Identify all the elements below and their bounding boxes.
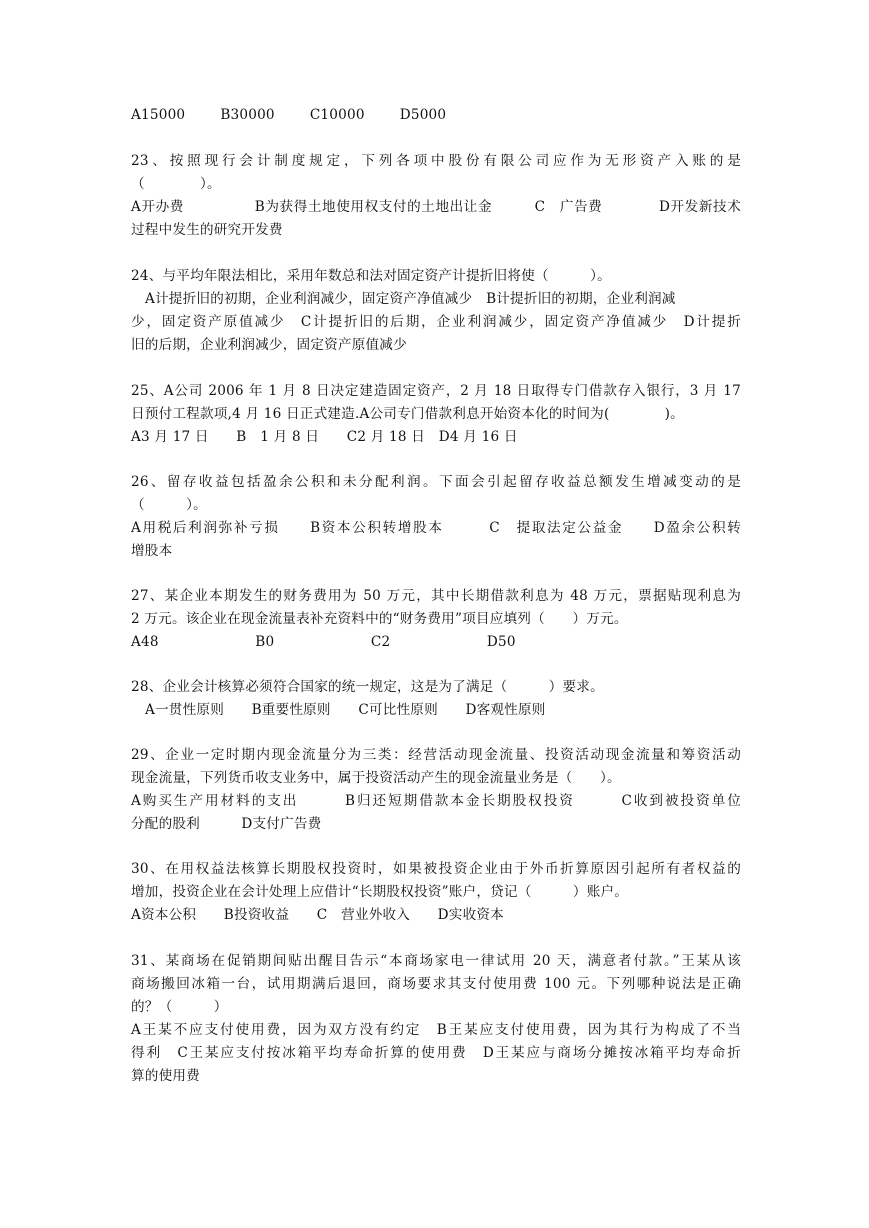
q29-stem-line-2: 现金流量，下列货币收支业务中，属于投资活动产生的现金流量业务是（ ）。 (131, 770, 621, 786)
q31-stem-line-3: 的？（ ） (131, 999, 228, 1015)
q29-stem-line-1: 29、企业一定时期内现金流量分为三类：经营活动现金流量、投资活动现金流量和筹资活动 (131, 747, 741, 763)
q25-stem-line-1: 25、A公司 2006 年 1 月 8 日决定建造固定资产，2 月 18 日取得专门借款存入银行，3 月 17 (131, 383, 741, 399)
q23-options-line-2: 过程中发生的研究开发费 (131, 222, 283, 238)
q31-options-line-3: 算的使用费 (131, 1068, 200, 1084)
q31-options-line-1: A王某不应支付使用费，因为双方没有约定 B王某应支付使用费，因为其行为构成了不当 (131, 1022, 741, 1038)
q23-stem-line-2: （ ）。 (131, 176, 221, 192)
q28-options-line-1: A一贯性原则 B重要性原则 C可比性原则 D客观性原则 (145, 702, 546, 718)
option-b: B30000 (220, 107, 275, 123)
option-d: D5000 (399, 107, 447, 123)
q27-options-line-1: A48 B0 C2 D50 (131, 634, 516, 650)
q31-options-line-2: 得利 C王某应支付按冰箱平均寿命折算的使用费 D王某应与商场分摊按冰箱平均寿命折 (131, 1045, 741, 1061)
q30-stem-line-1: 30、在用权益法核算长期股权投资时，如果被投资企业由于外币折算原因引起所有者权益的 (131, 861, 741, 877)
prev-question-options (131, 106, 741, 124)
q24-options-line-1: A计提折旧的初期，企业利润减少，固定资产净值减少 B计提折旧的初期，企业利润减 (145, 291, 676, 307)
option-a: A15000 (131, 107, 186, 123)
q29-options-line-1: A购买生产用材料的支出 B归还短期借款本金长期股权投资 C收到被投资单位 (131, 793, 741, 809)
q26-stem-line-1: 26、留存收益包括盈余公积和未分配利润。下面会引起留存收益总额发生增减变动的是 (131, 474, 741, 490)
option-c: C10000 (309, 107, 365, 123)
q23-stem-line-1: 23、按照现行会计制度规定，下列各项中股份有限公司应作为无形资产入账的是 (131, 153, 741, 169)
q27-stem-line-2: 2 万元。该企业在现金流量表补充资料中的“财务费用”项目应填列（ ）万元。 (131, 611, 628, 627)
q24-stem-line-1: 24、与平均年限法相比，采用年数总和法对固定资产计提折旧将使（ ）。 (131, 268, 611, 284)
q31-stem-line-1: 31、某商场在促销期间贴出醒目告示“本商场家电一律试用 20 天，满意者付款。”王某从该 (131, 953, 741, 969)
q26-stem-line-2: （ ）。 (131, 497, 207, 513)
q26-options-line-1: A用税后利润弥补亏损 B资本公积转增股本 C 提取法定公益金 D盈余公积转 (131, 520, 741, 536)
q24-options-line-2: 少，固定资产原值减少 C计提折旧的后期，企业利润减少，固定资产净值减少 D计提折 (131, 314, 741, 330)
q25-stem-line-2: 日预付工程款项,4 月 16 日正式建造.A公司专门借款利息开始资本化的时间为( )。 (131, 406, 684, 422)
q24-options-line-3: 旧的后期，企业利润减少，固定资产原值减少 (131, 337, 407, 353)
q29-options-line-2: 分配的股利 D支付广告费 (131, 816, 322, 832)
q25-options-line-1: A3 月 17 日 B 1 月 8 日 C2 月 18 日 D4 月 16 日 (131, 429, 518, 445)
q30-options-line-1: A资本公积 B投资收益 C 营业外收入 D实收资本 (131, 907, 504, 923)
q23-options-line-1: A开办费 B为获得土地使用权支付的土地出让金 C 广告费 D开发新技术 (131, 199, 741, 215)
q27-stem-line-1: 27、某企业本期发生的财务费用为 50 万元，其中长期借款利息为 48 万元，票据贴现利息为 (131, 588, 741, 604)
q28-stem-line-1: 28、企业会计核算必须符合国家的统一规定，这是为了满足（ ）要求。 (131, 679, 604, 695)
q26-options-line-2: 增股本 (131, 543, 173, 559)
q31-stem-line-2: 商场搬回冰箱一台，试用期满后退回，商场要求其支付使用费 100 元。下列哪种说法是正确 (131, 976, 741, 992)
q30-stem-line-2: 增加，投资企业在会计处理上应借计“长期股权投资”账户，贷记（ ）账户。 (131, 884, 629, 900)
